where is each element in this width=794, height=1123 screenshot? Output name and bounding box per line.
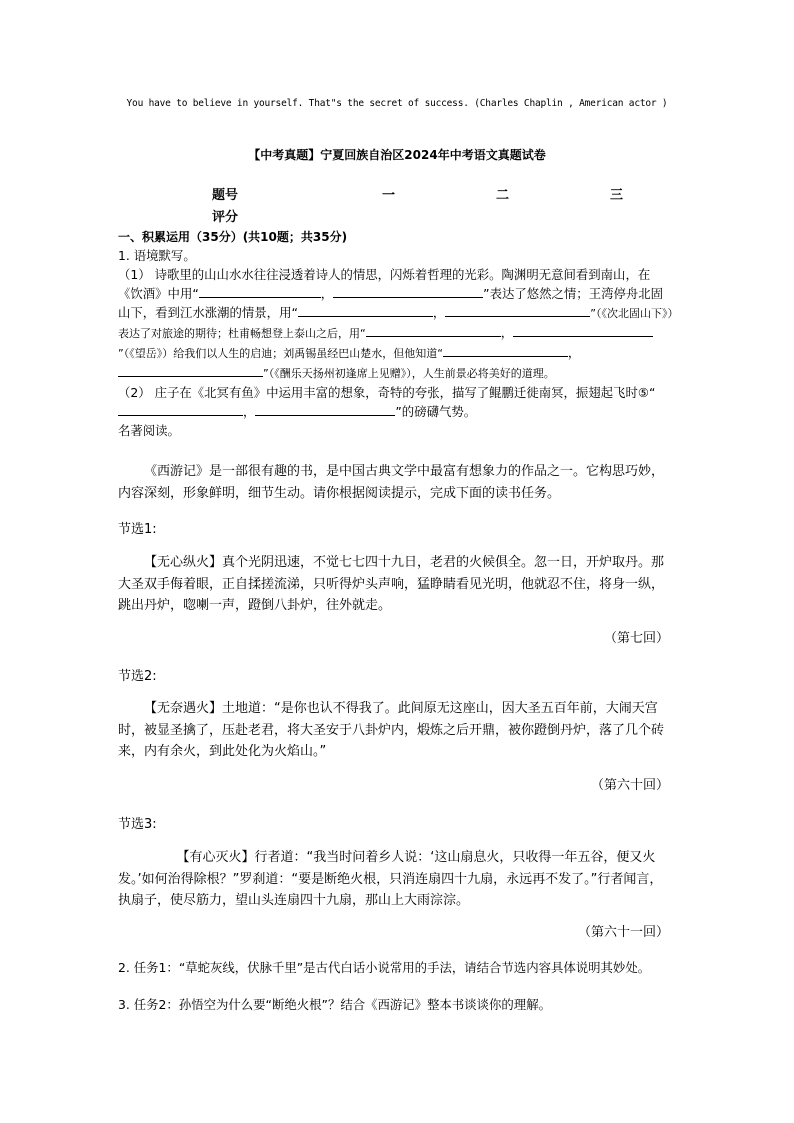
question-3: 3. 任务2：孙悟空为什么要“断绝火根”？结合《西游记》整本书谈谈你的理解。 bbox=[118, 997, 551, 1012]
answer-blank[interactable] bbox=[118, 403, 243, 416]
question-1-title: 1. 语境默写。 bbox=[118, 248, 196, 263]
text: ”表达了悠然之情；王湾停舟北固山下，看到江水涨潮的情景，用“ bbox=[118, 286, 664, 320]
text: ”（《望岳》）给我们以人生的启迪；刘禹锡虽经巴山楚水，但他知道“ bbox=[118, 347, 443, 360]
answer-blank[interactable] bbox=[443, 344, 568, 357]
score-table-header bbox=[212, 184, 652, 202]
question-1-part-2 bbox=[118, 383, 673, 421]
question-1-part-1 bbox=[118, 265, 673, 383]
text: ， bbox=[243, 404, 256, 419]
text: ”（《酬乐天扬州初逢席上见赠》），人生前景必将美好的道理。 bbox=[263, 367, 555, 380]
answer-blank[interactable] bbox=[445, 304, 590, 317]
text: ， bbox=[500, 325, 514, 340]
text: （1） 诗歌里的山山水水往往浸透着诗人的情思，闪烁着哲理的光彩。陶渊明无意间看到南山，在《饮酒》中用“ bbox=[118, 267, 651, 301]
intro-paragraph: 《西游记》是一部很有趣的书，是中国古典文学中最富有想象力的作品之一。它构思巧妙，内容深刻，形象鲜明，细节生动。请你根据阅读提示，完成下面的读书任务。 bbox=[118, 464, 665, 501]
col-1: 一 bbox=[382, 188, 396, 203]
answer-blank[interactable] bbox=[255, 403, 395, 416]
section-heading: 一、积累运用（35分）(共10题；共35分) bbox=[118, 230, 348, 244]
text: ”（《次北固山下》）表达了对旅途的期待；杜甫畅想登上泰山之后，用“ bbox=[118, 307, 673, 340]
excerpt-2-text: 【无奈遇火】土地道：“是你也认不得我了。此间原无这座山，因大圣五百年前，大闹天宫时，被显圣擒了，压赴老君，将大圣安于八卦炉内，煅炼之后开鼎，被你蹬倒丹炉，落了几个砖来，内有余火，到此处化为火焰山。” bbox=[118, 701, 665, 759]
excerpt-2-label: 节选2: bbox=[118, 669, 157, 684]
excerpt-2-source: （第六十回） bbox=[590, 778, 669, 793]
answer-blank[interactable] bbox=[118, 364, 263, 377]
page-title: 【中考真题】宁夏回族自治区2024年中考语文真题试卷 bbox=[248, 148, 546, 162]
reading-heading: 名著阅读。 bbox=[118, 423, 180, 438]
col-3: 三 bbox=[610, 188, 624, 203]
answer-blank[interactable] bbox=[513, 324, 653, 337]
excerpt-1-source: （第七回） bbox=[603, 631, 669, 646]
answer-blank[interactable] bbox=[366, 324, 501, 337]
text: （2） 庄子在《北冥有鱼》中运用丰富的想象，奇特的夸张，描写了鲲鹏迁徙南冥，振翅起飞时⑤“ bbox=[118, 385, 656, 400]
col-2: 二 bbox=[496, 188, 510, 203]
question-1 bbox=[118, 246, 673, 440]
excerpt-1-label: 节选1: bbox=[118, 522, 157, 537]
question-2: 2. 任务1：“草蛇灰线，伏脉千里”是古代白话小说常用的手法，请结合节选内容具体说明其妙处。 bbox=[118, 960, 651, 975]
excerpt-3-label: 节选3: bbox=[118, 817, 157, 832]
answer-blank[interactable] bbox=[199, 285, 321, 298]
motto-quote: You have to believe in yourself. That"s the secret of success. (Charles Chaplin , American actor ) bbox=[126, 98, 668, 109]
excerpt-1-text: 【无心纵火】真个光阴迅速，不觉七七四十九日，老君的火候俱全。忽一日，开炉取丹。那大圣双手侮着眼，正自揉搓流涕，只听得炉头声响，猛睁睛看见光明，他就忍不住，将身一纵，跳出丹炉，唿喇一声，蹬倒八卦炉，往外就走。 bbox=[118, 555, 665, 613]
score-label: 评分 bbox=[212, 210, 239, 225]
text: ， bbox=[320, 286, 334, 301]
excerpt-3-source: （第六十一回） bbox=[577, 925, 669, 940]
answer-blank[interactable] bbox=[298, 304, 433, 317]
text: ”的磅礴气势。 bbox=[395, 404, 477, 419]
text: ， bbox=[432, 305, 446, 320]
answer-blank[interactable] bbox=[333, 285, 483, 298]
text: ， bbox=[567, 345, 581, 360]
excerpt-3-text: 【有心灭火】行者道：“我当时问着乡人说：‘这山扇息火，只收得一年五谷，便又火发。’如何治得除根？”罗刹道：“要是断绝火根，只消连扇四十九扇，永远再不发了。”行者闻言，执扇子，使尽筋力，望山头连扇四十九扇，那山上大雨淙淙。 bbox=[118, 850, 663, 908]
question-number-label: 题号 bbox=[212, 188, 239, 203]
